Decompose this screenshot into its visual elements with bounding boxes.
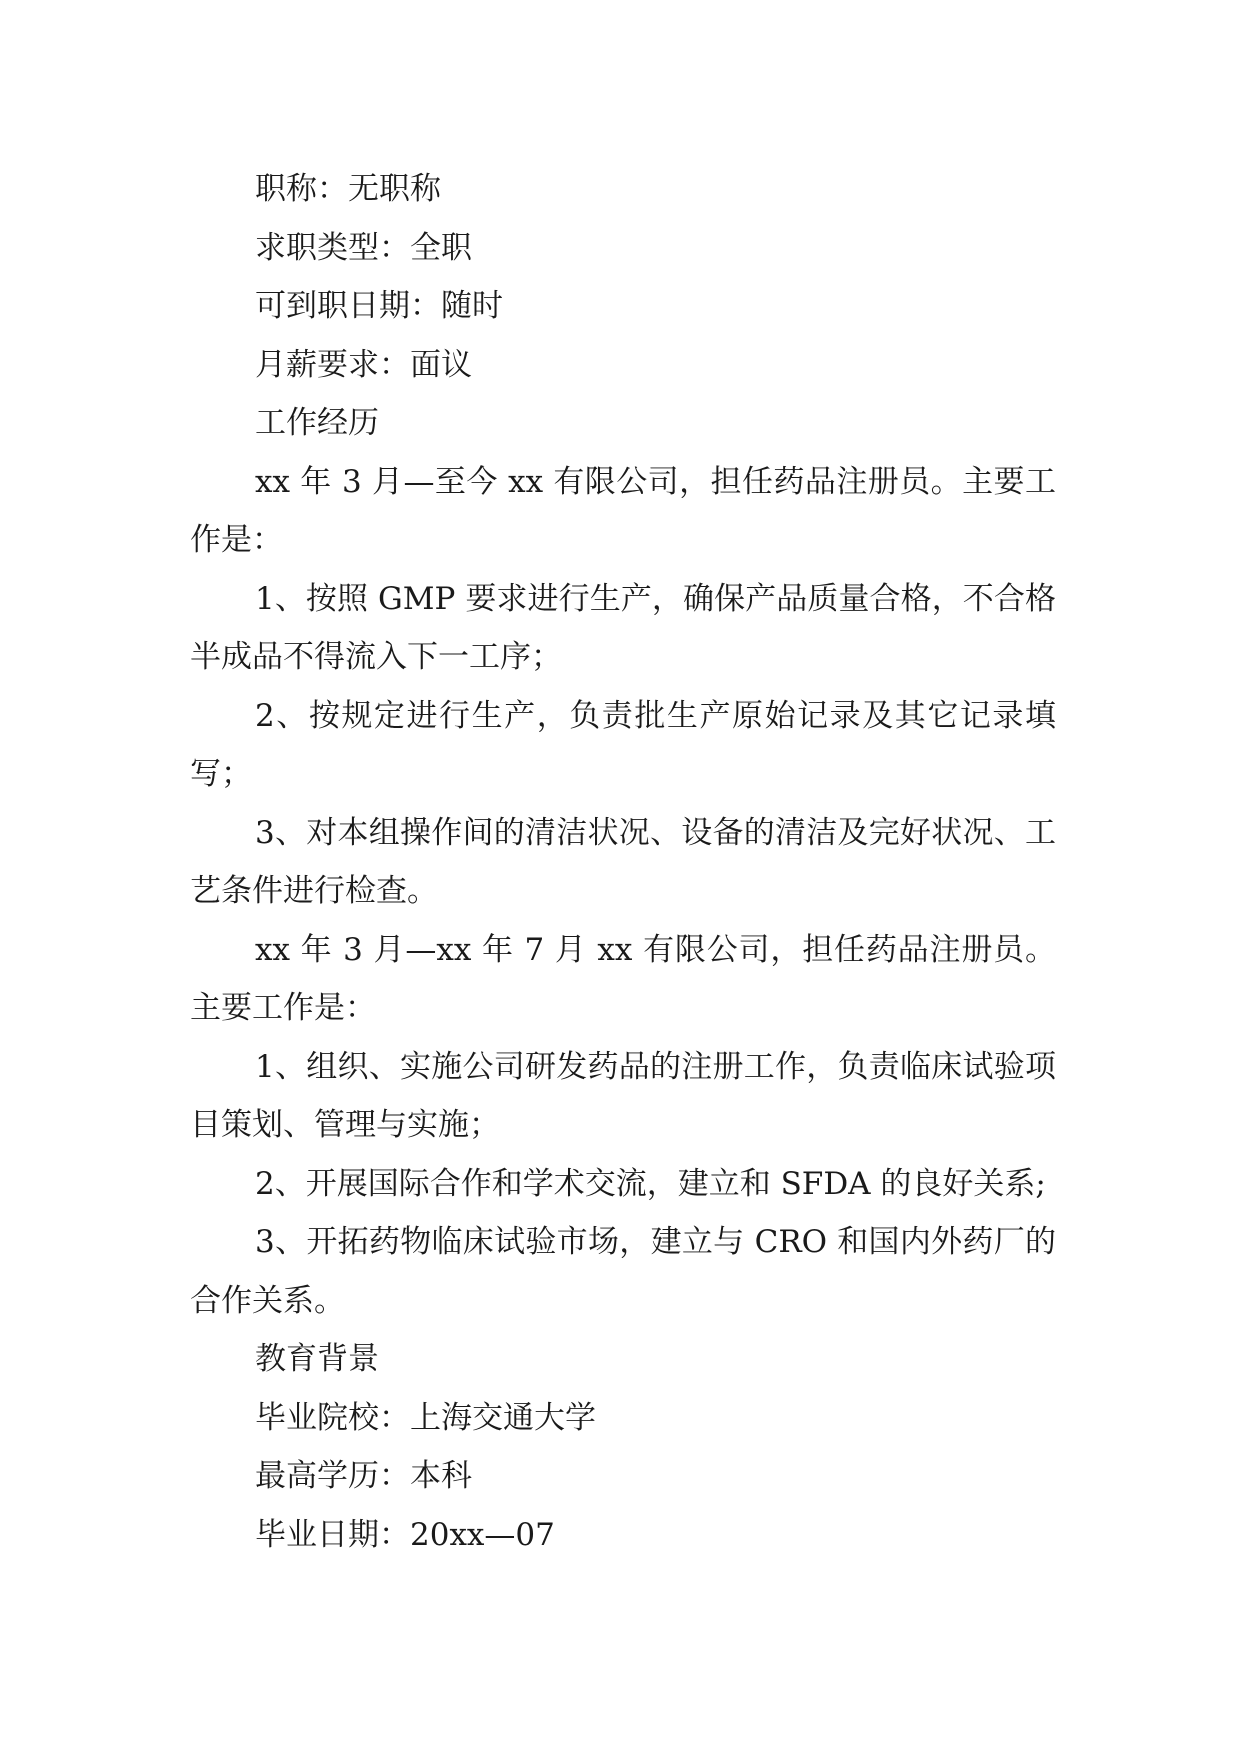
job2-item-3: 3、开拓药物临床试验市场，建立与 CRO 和国内外药厂的合作关系。	[190, 1224, 1056, 1319]
salary-line: 月薪要求：面议	[255, 346, 472, 383]
school-line: 毕业院校：上海交通大学	[255, 1399, 596, 1436]
document-body	[190, 160, 1056, 1564]
job1-intro: xx 年 3 月—至今 xx 有限公司，担任药品注册员。主要工作是：	[190, 463, 1056, 558]
job2-intro: xx 年 3 月—xx 年 7 月 xx 有限公司，担任药品注册员。主要工作是：	[190, 931, 1056, 1026]
job2-item-2: 2、开展国际合作和学术交流，建立和 SFDA 的良好关系;	[255, 1165, 1046, 1202]
job2-item-1: 1、组织、实施公司研发药品的注册工作，负责临床试验项目策划、管理与实施；	[190, 1048, 1056, 1143]
education-heading: 教育背景	[255, 1341, 379, 1377]
job1-item-2: 2、按规定进行生产，负责批生产原始记录及其它记录填写；	[190, 697, 1056, 792]
job-title-line: 职称：无职称	[255, 171, 441, 207]
job1-item-3: 3、对本组操作间的清洁状况、设备的清洁及完好状况、工艺条件进行检查。	[190, 814, 1056, 909]
job1-item-1: 1、按照 GMP 要求进行生产，确保产品质量合格，不合格半成品不得流入下一工序；	[190, 580, 1056, 675]
degree-line: 最高学历：本科	[255, 1458, 472, 1494]
job-type-line: 求职类型：全职	[255, 229, 472, 266]
graduation-date-line: 毕业日期：20xx—07	[255, 1516, 555, 1553]
available-date-line: 可到职日期：随时	[255, 288, 503, 324]
work-experience-heading: 工作经历	[255, 405, 379, 441]
